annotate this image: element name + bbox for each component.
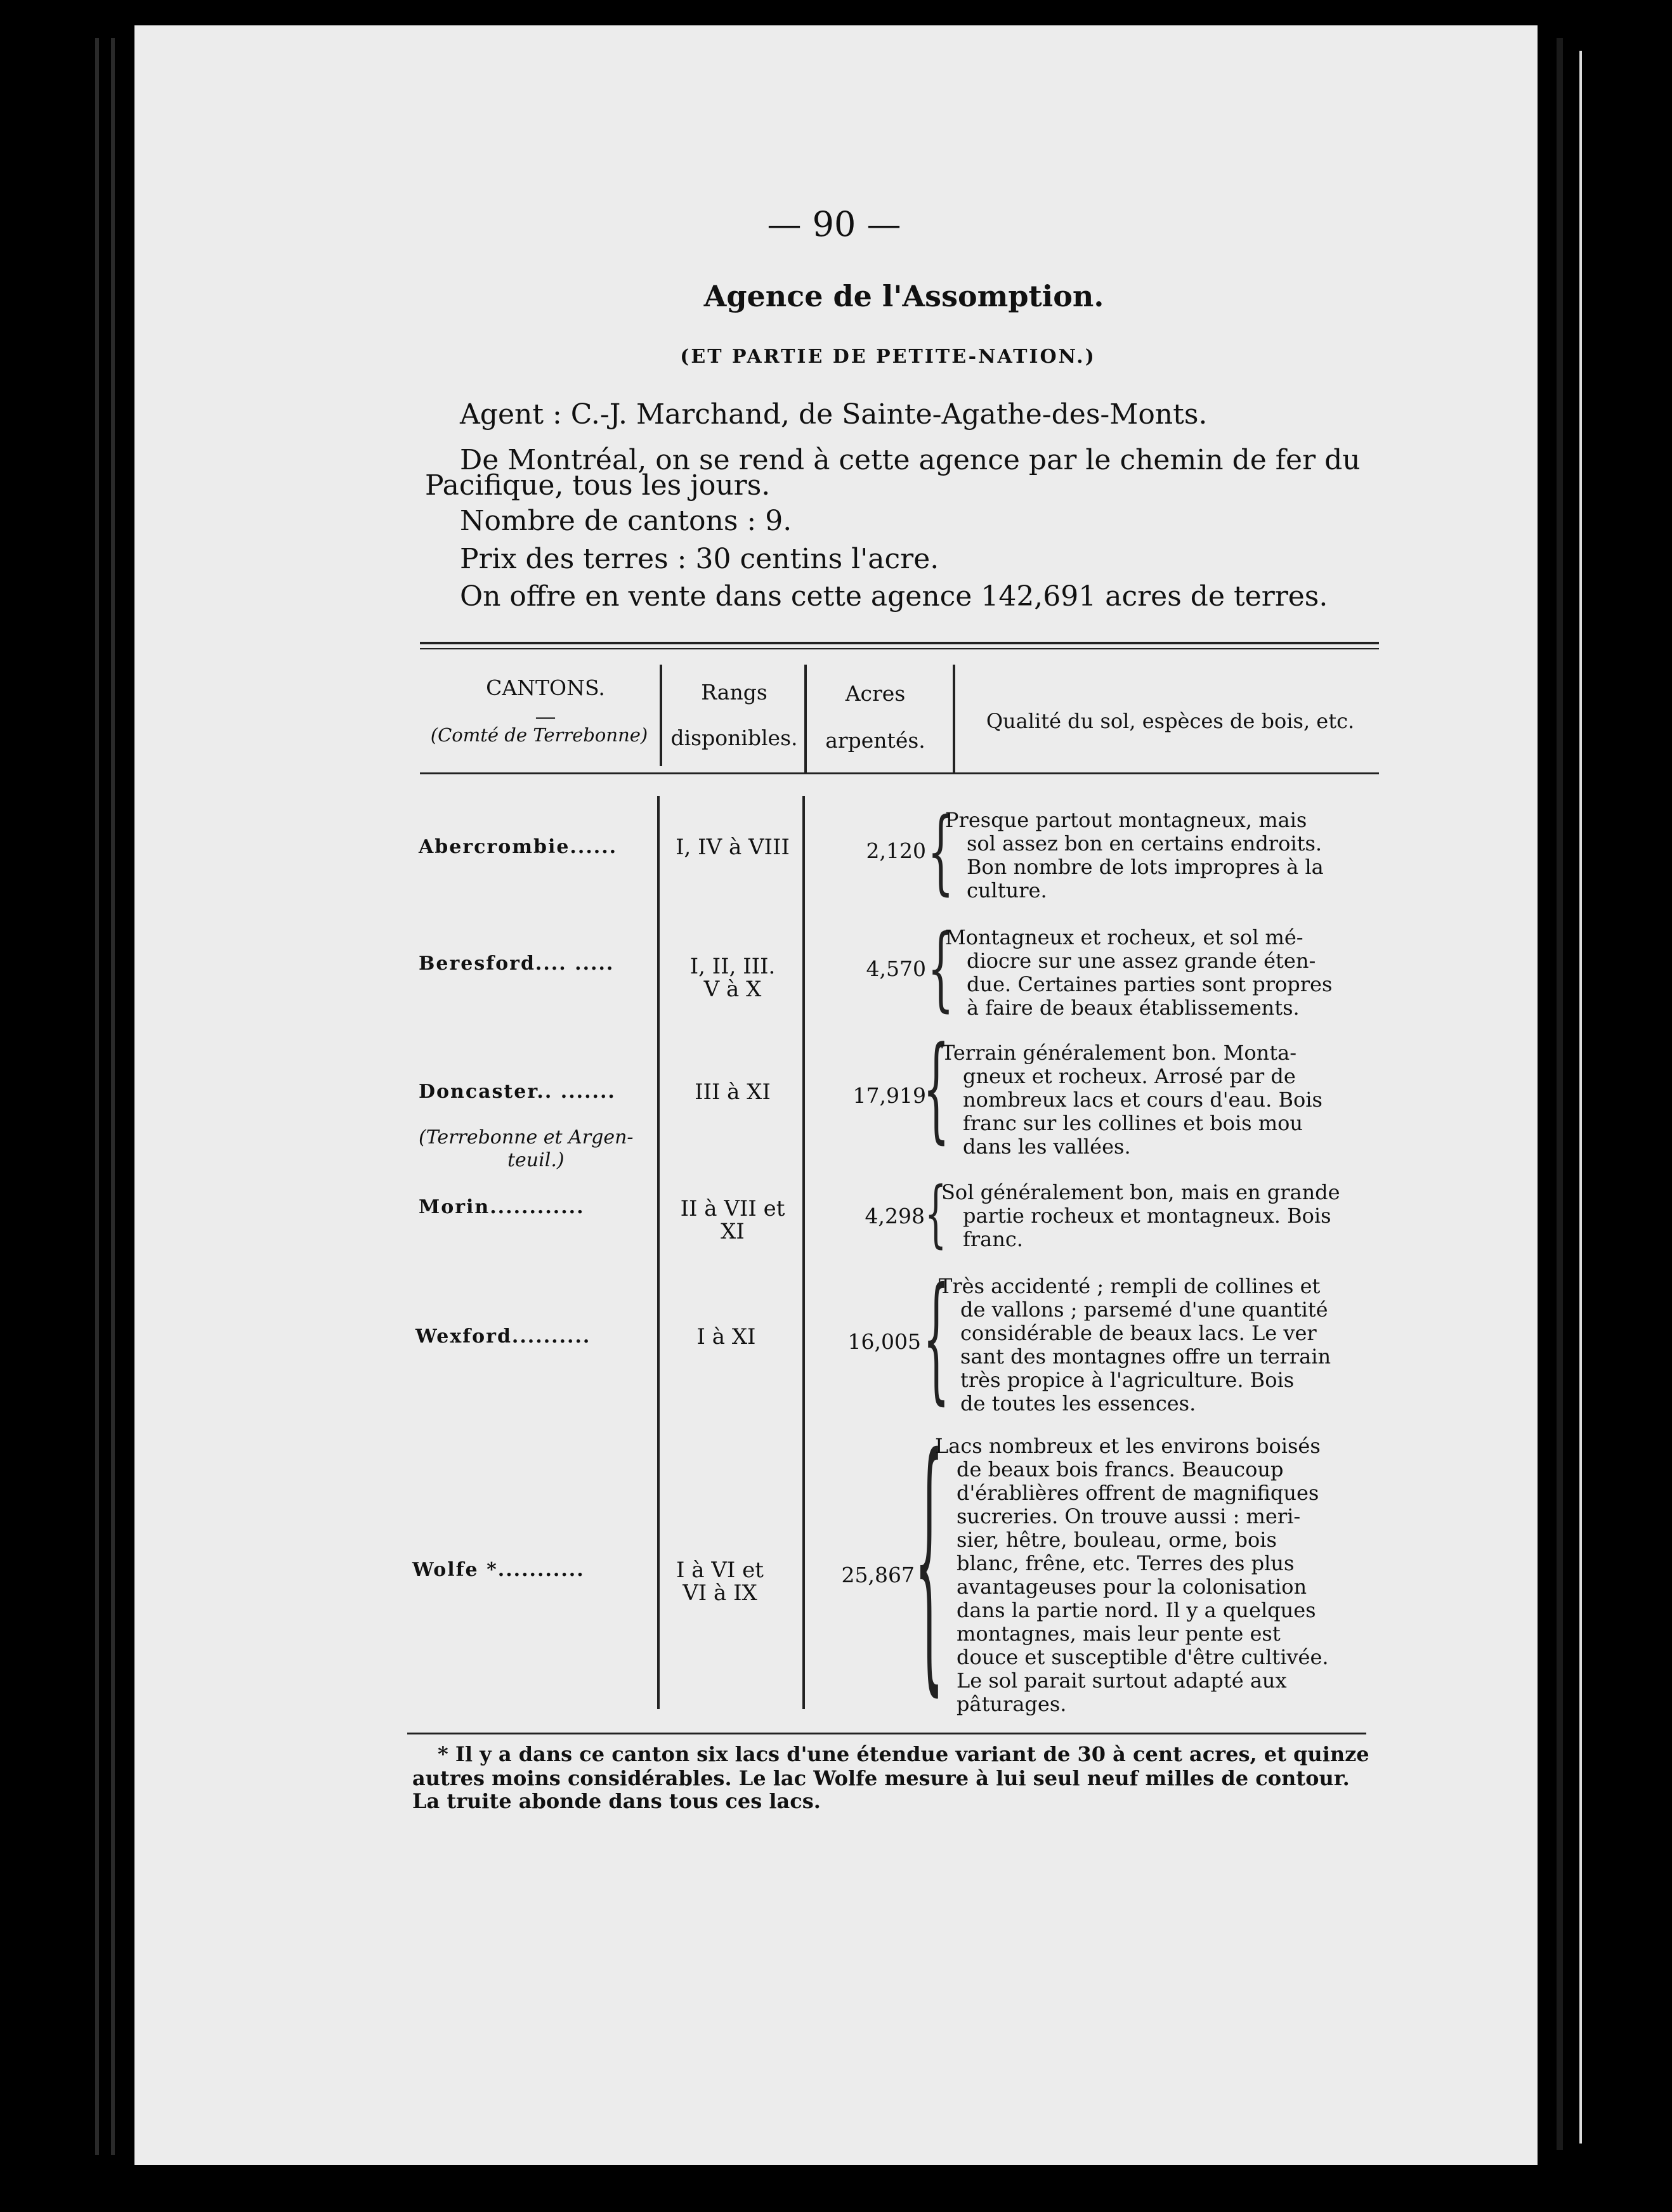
intro-price: Prix des terres : 30 centins l'acre.	[460, 543, 939, 575]
brace-morin: {	[925, 1172, 947, 1256]
canton-morin: Morin............	[419, 1196, 585, 1218]
page-edge-right	[1557, 38, 1563, 2150]
table-header-rule	[420, 772, 1379, 774]
footnote-rule	[407, 1733, 1366, 1734]
page-edge-left	[95, 38, 99, 2155]
desc-morin: Sol généralement bon, mais en grande partie rocheux et montagneux. Bois franc.	[941, 1180, 1340, 1251]
rangs-doncaster: III à XI	[695, 1079, 771, 1105]
table-top-rule-2	[420, 648, 1379, 649]
canton-wolfe: Wolfe *...........	[412, 1559, 585, 1581]
desc-beresford: Montagneux et rocheux, et sol mé- diocre sur une assez grande éten- due. Certaines parties sont propres à faire de beaux établissements.	[945, 925, 1333, 1020]
canton-doncaster: Doncaster.. .......	[419, 1081, 616, 1103]
rangs-beresford: I, II, III. V à X	[689, 954, 776, 1002]
header-cantons-dash: —	[535, 704, 556, 729]
acres-morin: 4,298	[865, 1204, 925, 1228]
acres-abercrombie: 2,120	[866, 838, 926, 863]
desc-abercrombie: Presque partout montagneux, mais sol assez bon en certains endroits. Bon nombre de lots impropres à la culture.	[945, 808, 1324, 902]
footnote-line-2: autres moins considérables. Le lac Wolfe mesure à lui seul neuf milles de contour.	[412, 1766, 1350, 1790]
page-subtitle: (ET PARTIE DE PETITE-NATION.)	[680, 346, 1096, 368]
intro-cantons: Nombre de cantons : 9.	[460, 505, 792, 537]
desc-wexford: Très accidenté ; rempli de collines et de vallons ; parsemé d'une quantité considérable de beaux lacs. Le ver sant des montagnes offre un terrain très propice à l'agriculture. Bois de toutes les essences.	[939, 1274, 1331, 1415]
canton-wexford: Wexford..........	[415, 1325, 591, 1348]
header-acres: Acres	[845, 681, 906, 706]
header-qualite: Qualité du sol, espèces de bois, etc.	[986, 709, 1355, 733]
header-cantons: CANTONS.	[486, 675, 605, 700]
page-edge-right-2	[1579, 51, 1582, 2144]
desc-wolfe: Lacs nombreux et les environs boisés de beaux bois francs. Beaucoup d'érablières offrent de magnifiques sucreries. On trouve aussi : meri- sier, hêtre, bouleau, orme, bois blanc, frêne, etc. Terres des plus avantageuses pour la colonisation dans la partie nord. Il y a quelques montagnes, mais leur pente est douce et susceptible d'être cultivée. Le sol parait surtout adapté aux pâturages.	[935, 1434, 1329, 1716]
brace-abercrombie: {	[927, 799, 954, 905]
intro-route-2: Pacifique, tous les jours.	[425, 469, 771, 502]
intro-route-1: De Montréal, on se rend à cette agence par le chemin de fer du	[460, 444, 1361, 476]
header-divider-2	[804, 665, 807, 772]
canton-abercrombie: Abercrombie......	[419, 836, 618, 858]
rangs-wolfe: I à VI et VI à IX	[676, 1558, 764, 1606]
intro-agent: Agent : C.-J. Marchand, de Sainte-Agathe-des-Monts.	[460, 398, 1208, 431]
page-edge-left-2	[111, 38, 115, 2155]
brace-beresford: {	[927, 916, 954, 1022]
rangs-wexford: I à XI	[696, 1324, 756, 1350]
page-title: Agence de l'Assomption.	[703, 279, 1104, 313]
header-divider-1	[660, 665, 662, 766]
acres-doncaster: 17,919	[852, 1083, 926, 1108]
brace-doncaster: {	[923, 1023, 950, 1155]
header-rangs: Rangs	[701, 680, 767, 705]
rangs-morin: II à VII et XI	[680, 1196, 785, 1244]
note-doncaster-1: (Terrebonne et Argen-	[419, 1126, 634, 1148]
canton-beresford: Beresford.... .....	[419, 953, 615, 975]
desc-doncaster: Terrain généralement bon. Monta- gneux et rocheux. Arrosé par de nombreux lacs et cours d'eau. Bois franc sur les collines et bois mou dans les vallées.	[941, 1041, 1323, 1159]
acres-beresford: 4,570	[866, 956, 926, 981]
intro-offer: On offre en vente dans cette agence 142,691 acres de terres.	[460, 580, 1328, 613]
brace-wolfe: {	[915, 1403, 944, 1721]
footnote-line-3: La truite abonde dans tous ces lacs.	[412, 1789, 821, 1813]
note-doncaster-2: teuil.)	[507, 1149, 565, 1171]
acres-wexford: 16,005	[847, 1329, 921, 1354]
header-arpentes: arpentés.	[825, 728, 925, 753]
header-comte: (Comté de Terrebonne)	[430, 724, 648, 746]
page-number: — 90 —	[767, 204, 901, 244]
rangs-abercrombie: I, IV à VIII	[676, 835, 790, 860]
footnote-line-1: * Il y a dans ce canton six lacs d'une étendue variant de 30 à cent acres, et quinze	[438, 1742, 1369, 1766]
header-disponibles: disponibles.	[670, 725, 798, 750]
acres-wolfe: 25,867	[841, 1563, 915, 1587]
brace-wexford: {	[923, 1259, 950, 1419]
table-top-rule	[420, 642, 1379, 644]
header-divider-3	[953, 665, 955, 772]
